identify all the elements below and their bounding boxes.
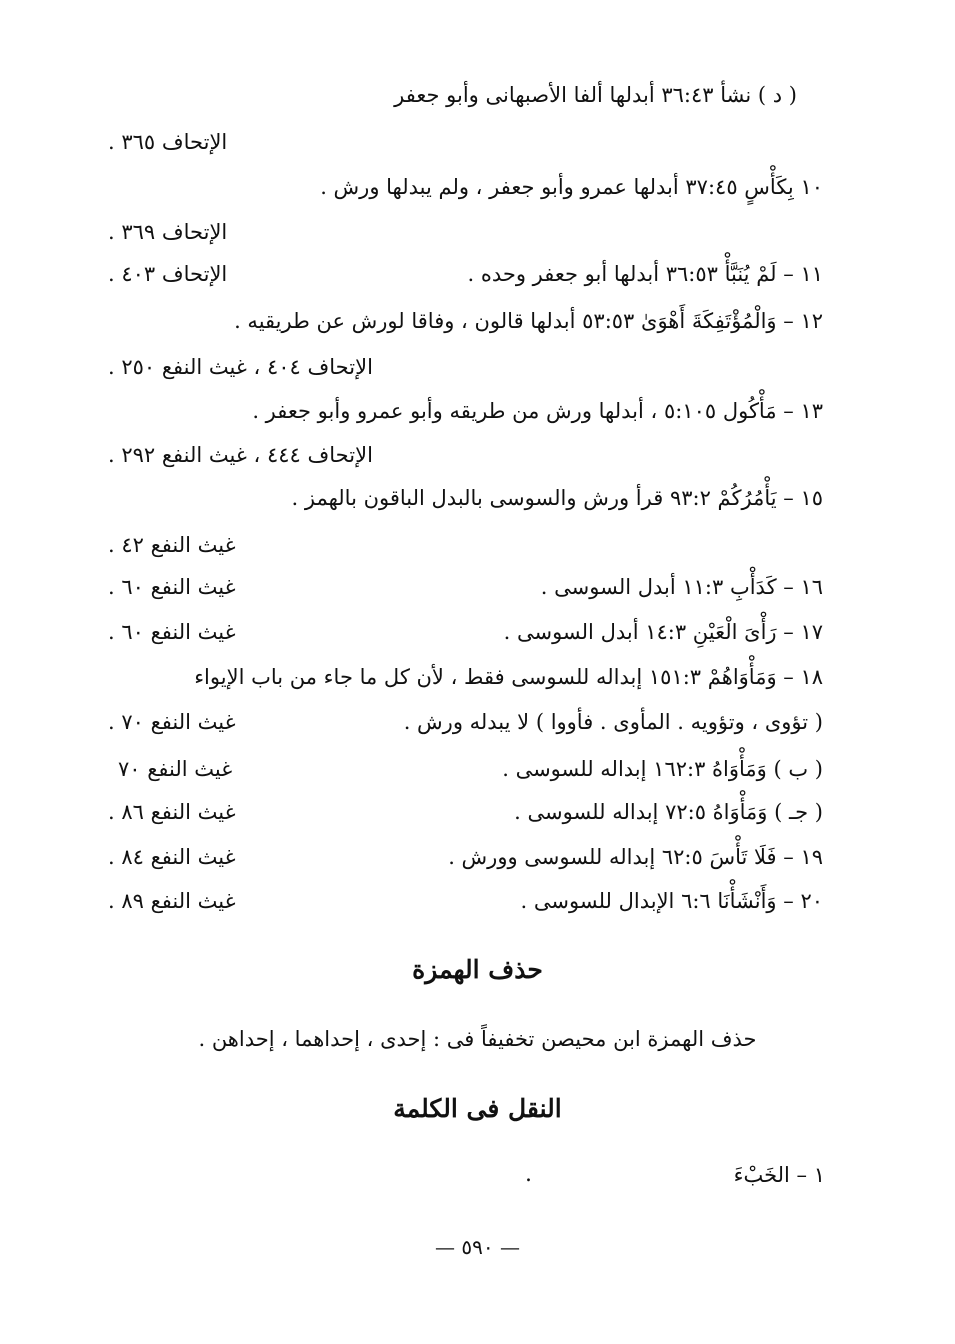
entry-line: ١٥ – يَأْمُرُكُمْ ٩٣:٢ قرأ ورش والسوسى بالبدل الباقون بالهمز . [291, 486, 823, 510]
entry-line: الإتحاف ٣٦٥ . [108, 130, 228, 154]
entry-line: ( د ) نشأ ٣٦:٤٣ أبدلها ألفا الأصبهانى وأبو جعفر [394, 83, 797, 107]
entry-line: ٢٠ – وَأَنْشَأْنَا ٦:٦ الإبدال للسوسى . [520, 889, 823, 913]
entry-reference: غيث النفع ٨٤ . [108, 845, 236, 869]
page-number: — ٥٩٠ — [435, 1235, 520, 1259]
entry-reference: غيث النفع ٨٩ . [108, 889, 236, 913]
entry-line: غيث النفع ٤٢ . [108, 533, 236, 557]
entry-line: الإتحاف ٣٦٩ . [108, 220, 228, 244]
section-heading: النقل فى الكلمة [393, 1094, 562, 1123]
entry-line: ١١ – لَمْ يُنَبَّأْ ٣٦:٥٣ أبدلها أبو جعفر وحده . [467, 262, 823, 286]
list-item: ١ – الخَبْءَ [733, 1163, 825, 1187]
entry-line: الإتحاف ٤٠٤ ، غيث النفع ٢٥٠ . [108, 355, 373, 379]
entry-reference: غيث النفع ٦٠ . [108, 620, 236, 644]
section-heading: حذف الهمزة [412, 955, 543, 984]
entry-line: ( تؤوى ، وتؤويه . المأوى . فأووا ) لا يبدله ورش . [403, 710, 823, 734]
entry-reference: الإتحاف ٤٠٣ . [108, 262, 228, 286]
entry-line: ١٧ – رَأْىَ الْعَيْنِ ١٤:٣ أبدل السوسى . [503, 620, 823, 644]
entry-line: ١٨ – وَمَأْوَاهُمْ ١٥١:٣ إبداله للسوسى فقط ، لأن كل ما جاء من باب الإيواء [194, 665, 823, 689]
entry-line: الإتحاف ٤٤٤ ، غيث النفع ٢٩٢ . [108, 443, 373, 467]
entry-reference: غيث النفع ٧٠ . [108, 710, 236, 734]
entry-line: ١٠ بِكَأْسٍ ٣٧:٤٥ أبدلها عمرو وأبو جعفر ، ولم يبدلها ورش . [320, 175, 823, 199]
entry-line: ١٣ – مَأْكُول ٥:١٠٥ ، أبدلها ورش من طريقه وأبو عمرو وأبو جعفر . [252, 399, 823, 423]
entry-line: ١٩ – فَلَا تَأْسَ ٦٢:٥ إبداله للسوسى وورش . [448, 845, 823, 869]
entry-line: ( جـ ) وَمَأْوَاهُ ٧٢:٥ إبداله للسوسى . [514, 800, 823, 824]
entry-line: ( ب ) وَمَأْوَاهُ ١٦٢:٣ إبداله للسوسى . [502, 757, 823, 781]
entry-reference: غيث النفع ٦٠ . [108, 575, 236, 599]
section-paragraph: حذف الهمزة ابن محيصن تخفيفاً فى : إحدى ، إحداهما ، إحداهن . [198, 1027, 757, 1051]
entry-reference: غيث النفع ٧٠ [118, 757, 233, 781]
entry-line: ١٢ – وَالْمُؤْتَفِكَةَ أَهْوَىٰ ٥٣:٥٣ أبدلها قالون ، وفاقا لورش عن طريقيه . [234, 309, 823, 333]
list-item-dot: . [525, 1162, 532, 1187]
entry-line: ١٦ – كَدَأْبِ ١١:٣ أبدل السوسى . [540, 575, 823, 599]
entry-reference: غيث النفع ٨٦ . [108, 800, 236, 824]
